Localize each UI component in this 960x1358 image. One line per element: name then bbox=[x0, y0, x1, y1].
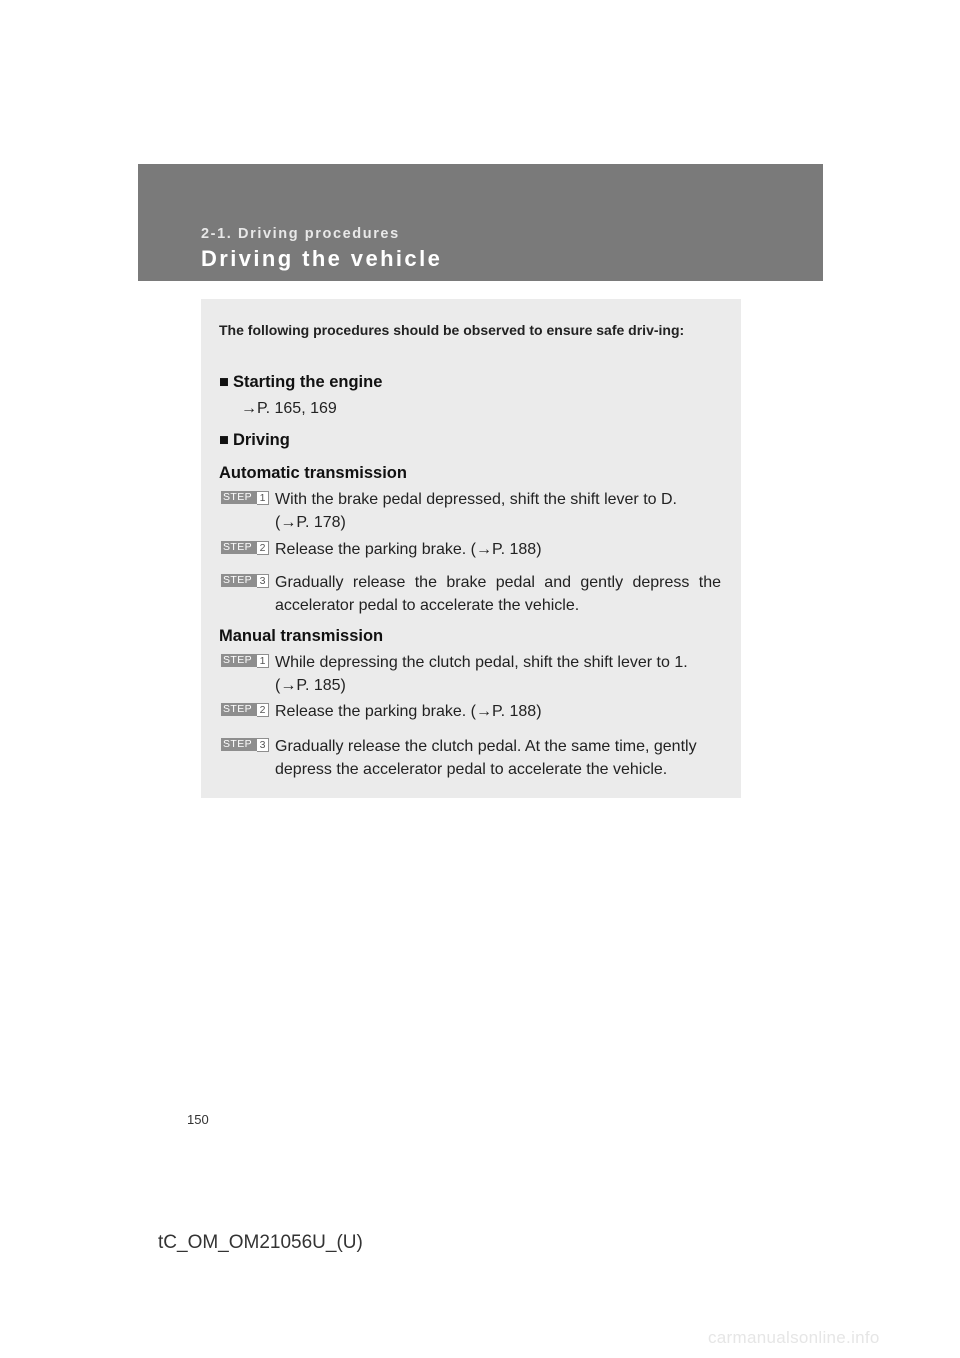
step-badge-number: 3 bbox=[257, 574, 269, 588]
step-badge-number: 1 bbox=[257, 654, 269, 668]
document-code: tC_OM_OM21056U_(U) bbox=[158, 1232, 363, 1253]
step-badge-icon bbox=[221, 491, 268, 504]
step-text bbox=[275, 488, 721, 534]
heading-starting-engine bbox=[219, 373, 382, 392]
step-badge-number: 1 bbox=[257, 491, 269, 505]
step-badge-word: STEP bbox=[223, 703, 253, 715]
step-badge-number: 2 bbox=[257, 541, 269, 555]
step-badge-icon bbox=[221, 574, 268, 587]
step-line: depress the accelerator pedal to accelerate the vehicle. bbox=[275, 761, 668, 778]
page-title: Driving the vehicle bbox=[201, 246, 443, 271]
step-badge-icon bbox=[221, 541, 268, 554]
step-badge-word: STEP bbox=[223, 654, 253, 666]
step-text bbox=[275, 735, 721, 781]
step-badge-icon bbox=[221, 703, 268, 716]
step-badge-word: STEP bbox=[223, 541, 253, 553]
step-text bbox=[275, 571, 721, 617]
step-text bbox=[275, 651, 721, 697]
heading-label: Starting the engine bbox=[232, 373, 383, 391]
page-reference: →P. 165, 169 bbox=[241, 400, 337, 417]
step-text bbox=[275, 538, 721, 561]
step-badge-number: 2 bbox=[257, 703, 269, 717]
step-badge-icon bbox=[221, 654, 268, 667]
square-bullet-icon: ■ bbox=[219, 373, 229, 391]
step-line: Release the parking brake. (→P. 188) bbox=[275, 541, 542, 558]
step-line: (→P. 178) bbox=[275, 514, 346, 531]
subheading-automatic-transmission: Automatic transmission bbox=[219, 464, 407, 482]
step-badge-number: 3 bbox=[257, 738, 269, 752]
step-line: Gradually release the clutch pedal. At the same time, gently bbox=[275, 738, 697, 755]
heading-label: Driving bbox=[232, 431, 290, 449]
step-badge-word: STEP bbox=[223, 491, 253, 503]
step-badge-word: STEP bbox=[223, 738, 253, 750]
step-line: With the brake pedal depressed, shift the shift lever to D. bbox=[275, 491, 677, 508]
heading-driving bbox=[219, 431, 290, 450]
section-header-band bbox=[138, 164, 823, 281]
subheading-manual-transmission: Manual transmission bbox=[219, 627, 384, 645]
watermark: carmanualsonline.info bbox=[708, 1328, 880, 1347]
step-badge-icon bbox=[221, 738, 268, 751]
step-badge-word: STEP bbox=[223, 574, 253, 586]
step-line: Release the parking brake. (→P. 188) bbox=[275, 703, 542, 720]
step-line: (→P. 185) bbox=[275, 677, 346, 694]
step-text bbox=[275, 700, 721, 723]
section-label: 2-1. Driving procedures bbox=[201, 226, 400, 242]
step-line: While depressing the clutch pedal, shift the shift lever to 1. bbox=[275, 654, 688, 671]
square-bullet-icon: ■ bbox=[219, 431, 229, 449]
step-line: accelerator pedal to accelerate the vehicle. bbox=[275, 597, 580, 614]
procedure-box bbox=[201, 299, 741, 798]
intro-text: The following procedures should be observed to ensure safe driv-ing: bbox=[219, 322, 685, 338]
step-line: Gradually release the brake pedal and gently depress the bbox=[275, 574, 721, 591]
page-number: 150 bbox=[187, 1112, 209, 1127]
